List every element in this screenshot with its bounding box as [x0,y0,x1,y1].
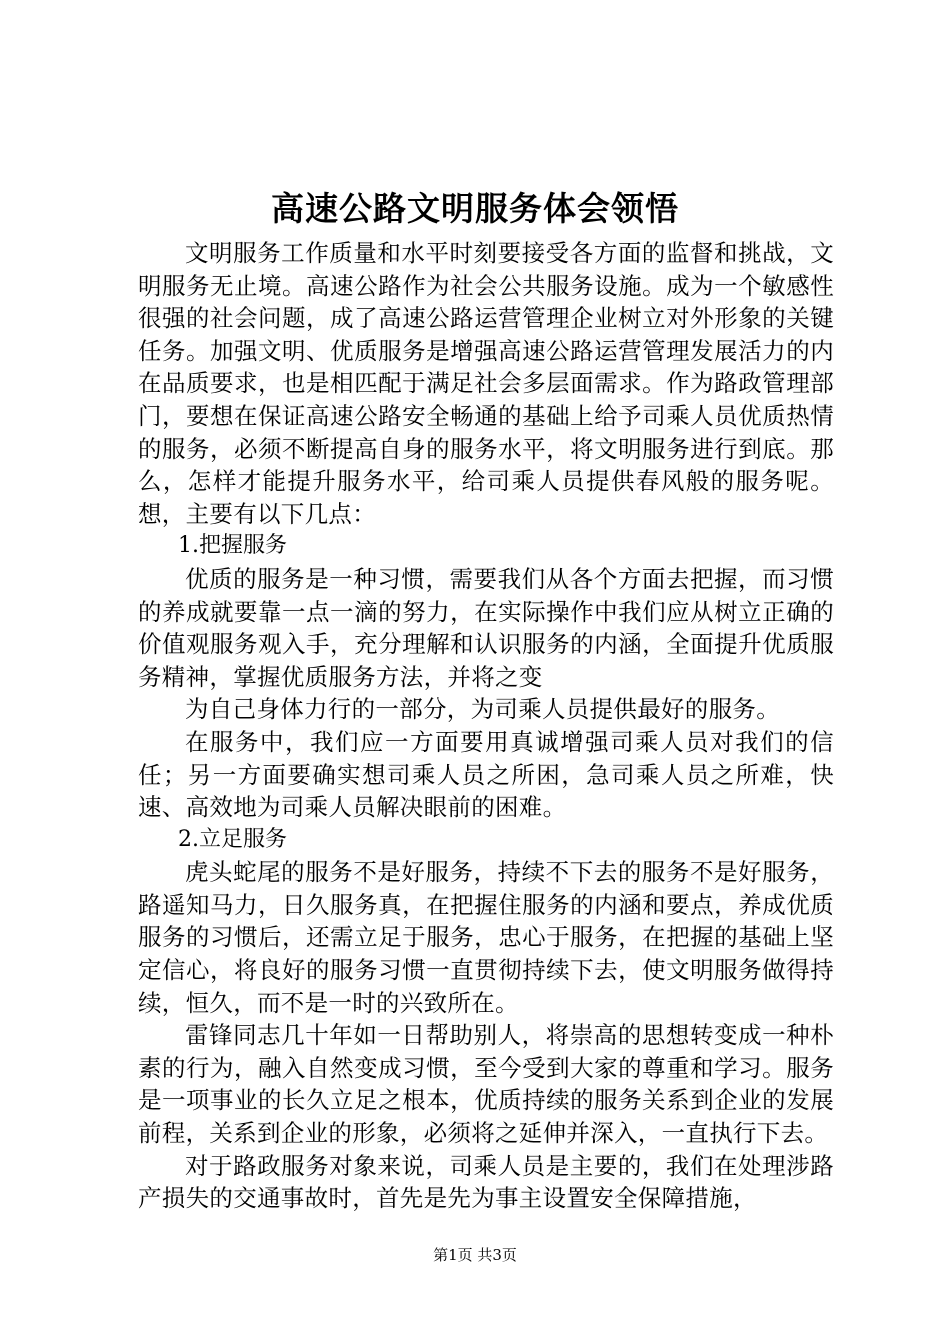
document-title: 高速公路文明服务体会领悟 [271,189,679,228]
body-paragraph: 虎头蛇尾的服务不是好服务，持续不下去的服务不是好服务，路遥知马力，日久服务真，在把握住服务的内涵和要点，养成优质服务的习惯后，还需立足于服务，忠心于服务，在把握的基础上坚定信心，将良好的服务习惯一直贯彻持续下去，使文明服务做得持续，恒久，而不是一时的兴致所在。 [138,858,834,1017]
section-heading: 1.把握服务 [178,533,287,559]
page-footer: 第1页 共3页 [433,1246,517,1264]
body-paragraph: 文明服务工作质量和水平时刻要接受各方面的监督和挑战，文明服务无止境。高速公路作为社会公共服务设施。成为一个敏感性很强的社会问题，成了高速公路运营管理企业树立对外形象的关键任务。加强文明、优质服务是增强高速公路运营管理发展活力的内在品质要求，也是相匹配于满足社会多层面需求。作为路政管理部门，要想在保证高速公路安全畅通的基础上给予司乘人员优质热情的服务，必须不断提高自身的服务水平，将文明服务进行到底。那么，怎样才能提升服务水平，给司乘人员提供春风般的服务呢。想，主要有以下几点： [138,239,834,528]
body-paragraph: 对于路政服务对象来说，司乘人员是主要的，我们在处理涉路产损失的交通事故时，首先是先为事主设置安全保障措施， [138,1151,834,1213]
section-heading: 2.立足服务 [178,826,287,852]
body-paragraph: 在服务中，我们应一方面要用真诚增强司乘人员对我们的信任；另一方面要确实想司乘人员之所困，急司乘人员之所难，快速、高效地为司乘人员解决眼前的困难。 [138,727,834,822]
body-paragraph: 雷锋同志几十年如一日帮助别人，将崇高的思想转变成一种朴素的行为，融入自然变成习惯，至今受到大家的尊重和学习。服务是一项事业的长久立足之根本，优质持续的服务关系到企业的发展前程，关系到企业的形象，必须将之延伸并深入，一直执行下去。 [138,1021,834,1148]
document-body [138,237,834,1215]
body-paragraph: 为自己身体力行的一部分，为司乘人员提供最好的服务。 [185,695,780,724]
body-paragraph: 优质的服务是一种习惯，需要我们从各个方面去把握，而习惯的养成就要靠一点一滴的努力，在实际操作中我们应从树立正确的价值观服务观入手，充分理解和认识服务的内涵，全面提升优质服务精神，掌握优质服务方法，并将之变 [138,564,834,691]
